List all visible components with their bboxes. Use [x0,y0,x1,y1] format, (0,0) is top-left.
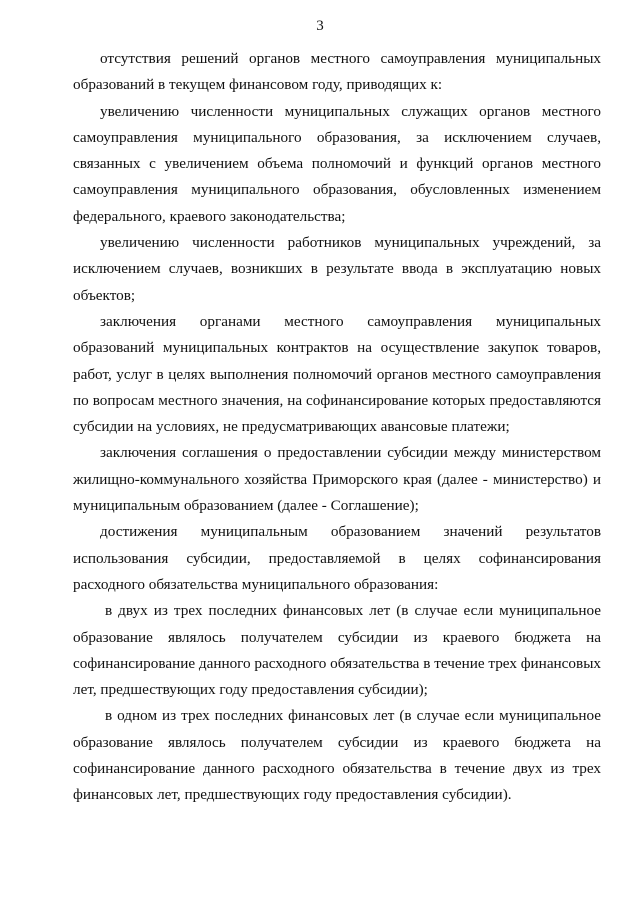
paragraph-subsidy-agreement: заключения соглашения о предоставлении субсидии между министерством жилищно-коммунального хозяйства Приморского края (далее - министерство) и муниципальным образованием (далее - Соглашение); [73,444,601,515]
paragraph-municipal-contracts: заключения органами местного самоуправления муниципальных образований муниципальных контрактов на осуществление закупок товаров, работ, услуг в целях выполнения полномочий органов местного самоуправления по вопросам местного значения, на софинансирование которых предоставляются субсидии на условиях, не предусматривающих авансовые платежи; [73,312,601,436]
paragraph-one-of-three-years: в одном из трех последних финансовых лет (в случае если муниципальное образование являлось получателем субсидии из краевого бюджета на софинансирование данного расходного обязательства в течение двух из трех финансовых лет, предшествующих году предоставления субсидии). [73,707,601,804]
paragraph-workers-increase: увеличению численности работников муниципальных учреждений, за исключением случаев, возникших в результате ввода в эксплуатацию новых объектов; [73,234,601,304]
paragraph-two-of-three-years: в двух из трех последних финансовых лет (в случае если муниципальное образование являлось получателем субсидии из краевого бюджета на софинансирование данного расходного обязательства в течение трех финансовых лет, предшествующих году предоставления субсидии); [73,602,601,699]
paragraph-employees-increase: увеличению численности муниципальных служащих органов местного самоуправления муниципального образования, за исключением случаев, связанных с увеличением объема полномочий и функций органов местного самоуправления муниципального образования, обусловленных изменением федерального, краевого законодательства; [73,102,601,225]
paragraph-results-achievement: достижения муниципальным образованием значений результатов использования субсидии, предоставляемой в целях софинансирования расходного обязательства муниципального образования: [73,523,601,593]
paragraph-no-decisions: отсутствия решений органов местного самоуправления муниципальных образований в текущем финансовом году, приводящих к: [73,50,601,94]
page-number: 3 [316,18,324,34]
document-body [73,46,601,809]
